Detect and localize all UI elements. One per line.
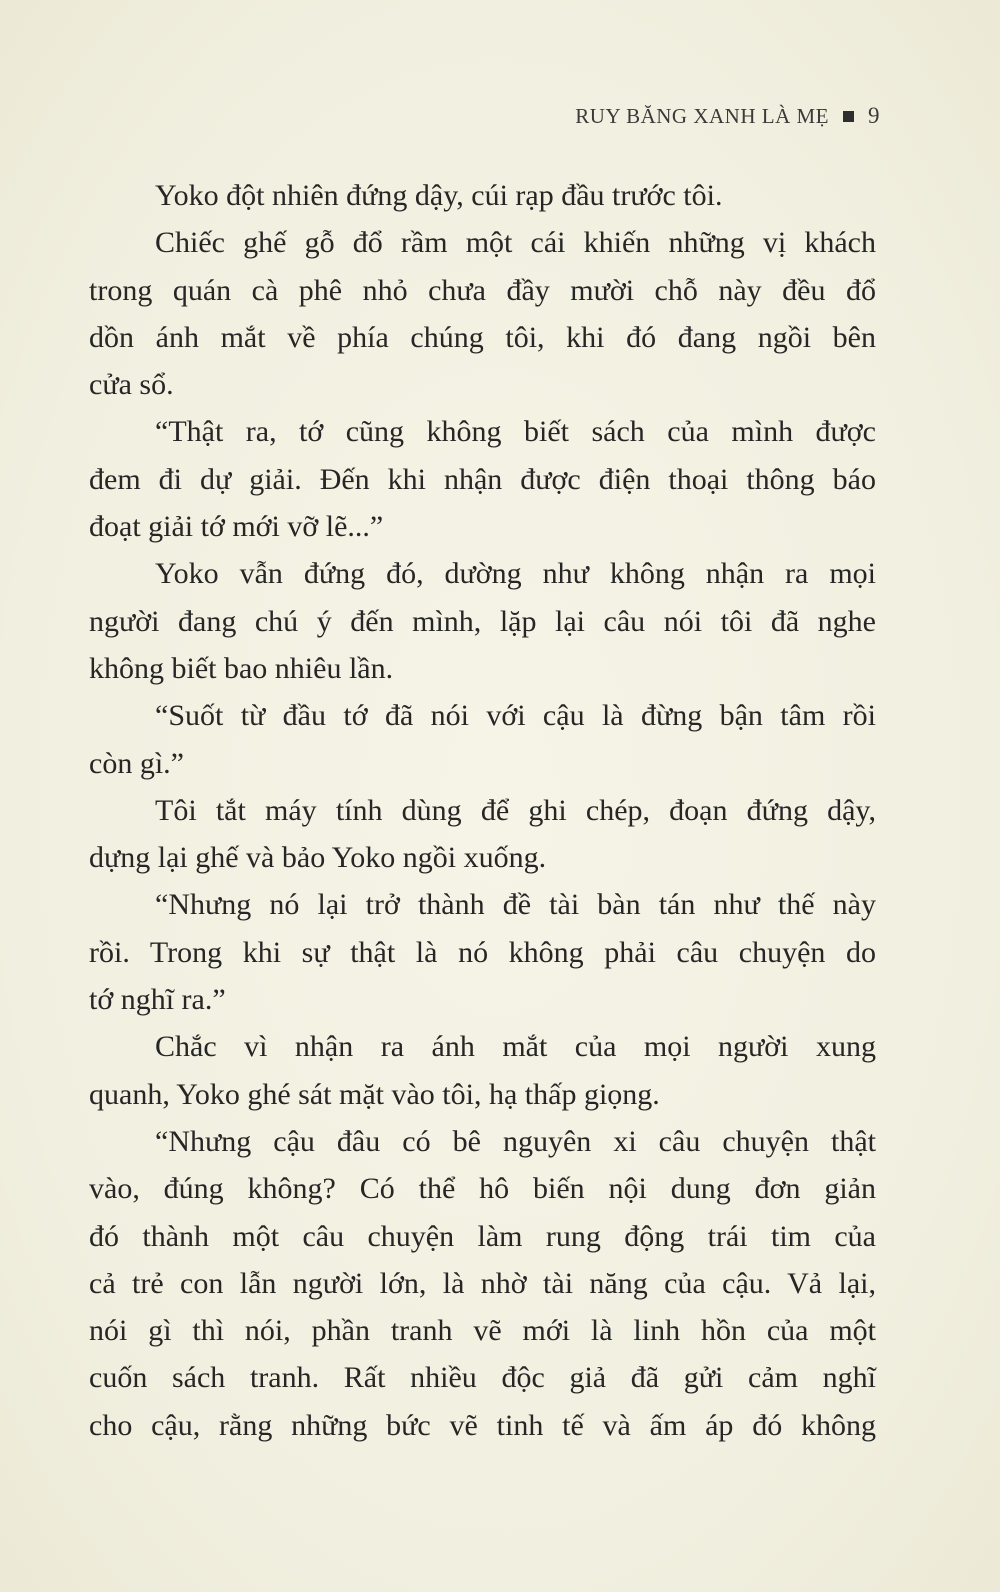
body-text	[89, 172, 876, 1449]
running-head	[575, 100, 880, 132]
square-bullet-icon	[843, 111, 854, 122]
text-line: tớ nghĩ ra.”	[89, 983, 226, 1017]
text-line: Yoko vẫn đứng đó, dường như không nhận ra mọi	[155, 557, 876, 591]
text-line: Chiếc ghế gỗ đổ rầm một cái khiến những vị khách	[155, 226, 876, 260]
page-number: 9	[868, 103, 880, 128]
text-line: còn gì.”	[89, 746, 184, 780]
text-line: trong quán cà phê nhỏ chưa đầy mười chỗ này đều đổ	[89, 273, 876, 307]
text-line: cuốn sách tranh. Rất nhiều độc giả đã gửi cảm nghĩ	[89, 1361, 876, 1395]
text-line: người đang chú ý đến mình, lặp lại câu nói tôi đã nghe	[89, 604, 876, 638]
text-line: cho cậu, rằng những bức vẽ tinh tế và ấm áp đó không	[89, 1408, 876, 1442]
text-line: dồn ánh mắt về phía chúng tôi, khi đó đang ngồi bên	[89, 320, 876, 354]
text-line: đem đi dự giải. Đến khi nhận được điện thoại thông báo	[89, 462, 876, 496]
text-line: rồi. Trong khi sự thật là nó không phải câu chuyện do	[89, 935, 876, 969]
text-line: dựng lại ghế và bảo Yoko ngồi xuống.	[89, 841, 547, 875]
text-line: đó thành một câu chuyện làm rung động trái tim của	[89, 1219, 876, 1253]
text-line: “Thật ra, tớ cũng không biết sách của mình được	[155, 415, 876, 449]
text-line: quanh, Yoko ghé sát mặt vào tôi, hạ thấp giọng.	[89, 1077, 660, 1111]
text-line: vào, đúng không? Có thể hô biến nội dung đơn giản	[89, 1172, 876, 1206]
text-line: Yoko đột nhiên đứng dậy, cúi rạp đầu trước tôi.	[155, 179, 723, 212]
text-line: nói gì thì nói, phần tranh vẽ mới là linh hồn của một	[89, 1314, 876, 1348]
text-line: đoạt giải tớ mới vỡ lẽ...”	[89, 510, 384, 544]
text-line: “Nhưng nó lại trở thành đề tài bàn tán như thế này	[155, 888, 876, 922]
running-head-title: RUY BĂNG XANH LÀ MẸ	[575, 103, 829, 128]
text-line: Chắc vì nhận ra ánh mắt của mọi người xung	[155, 1030, 876, 1064]
text-line: không biết bao nhiêu lần.	[89, 651, 394, 685]
text-line: cả trẻ con lẫn người lớn, là nhờ tài năng của cậu. Vả lại,	[89, 1266, 876, 1300]
text-line: “Nhưng cậu đâu có bê nguyên xi câu chuyện thật	[155, 1124, 876, 1158]
text-line: cửa sổ.	[89, 368, 174, 402]
text-line: “Suốt từ đầu tớ đã nói với cậu là đừng bận tâm rồi	[155, 699, 876, 733]
text-line: Tôi tắt máy tính dùng để ghi chép, đoạn đứng dậy,	[155, 793, 876, 827]
